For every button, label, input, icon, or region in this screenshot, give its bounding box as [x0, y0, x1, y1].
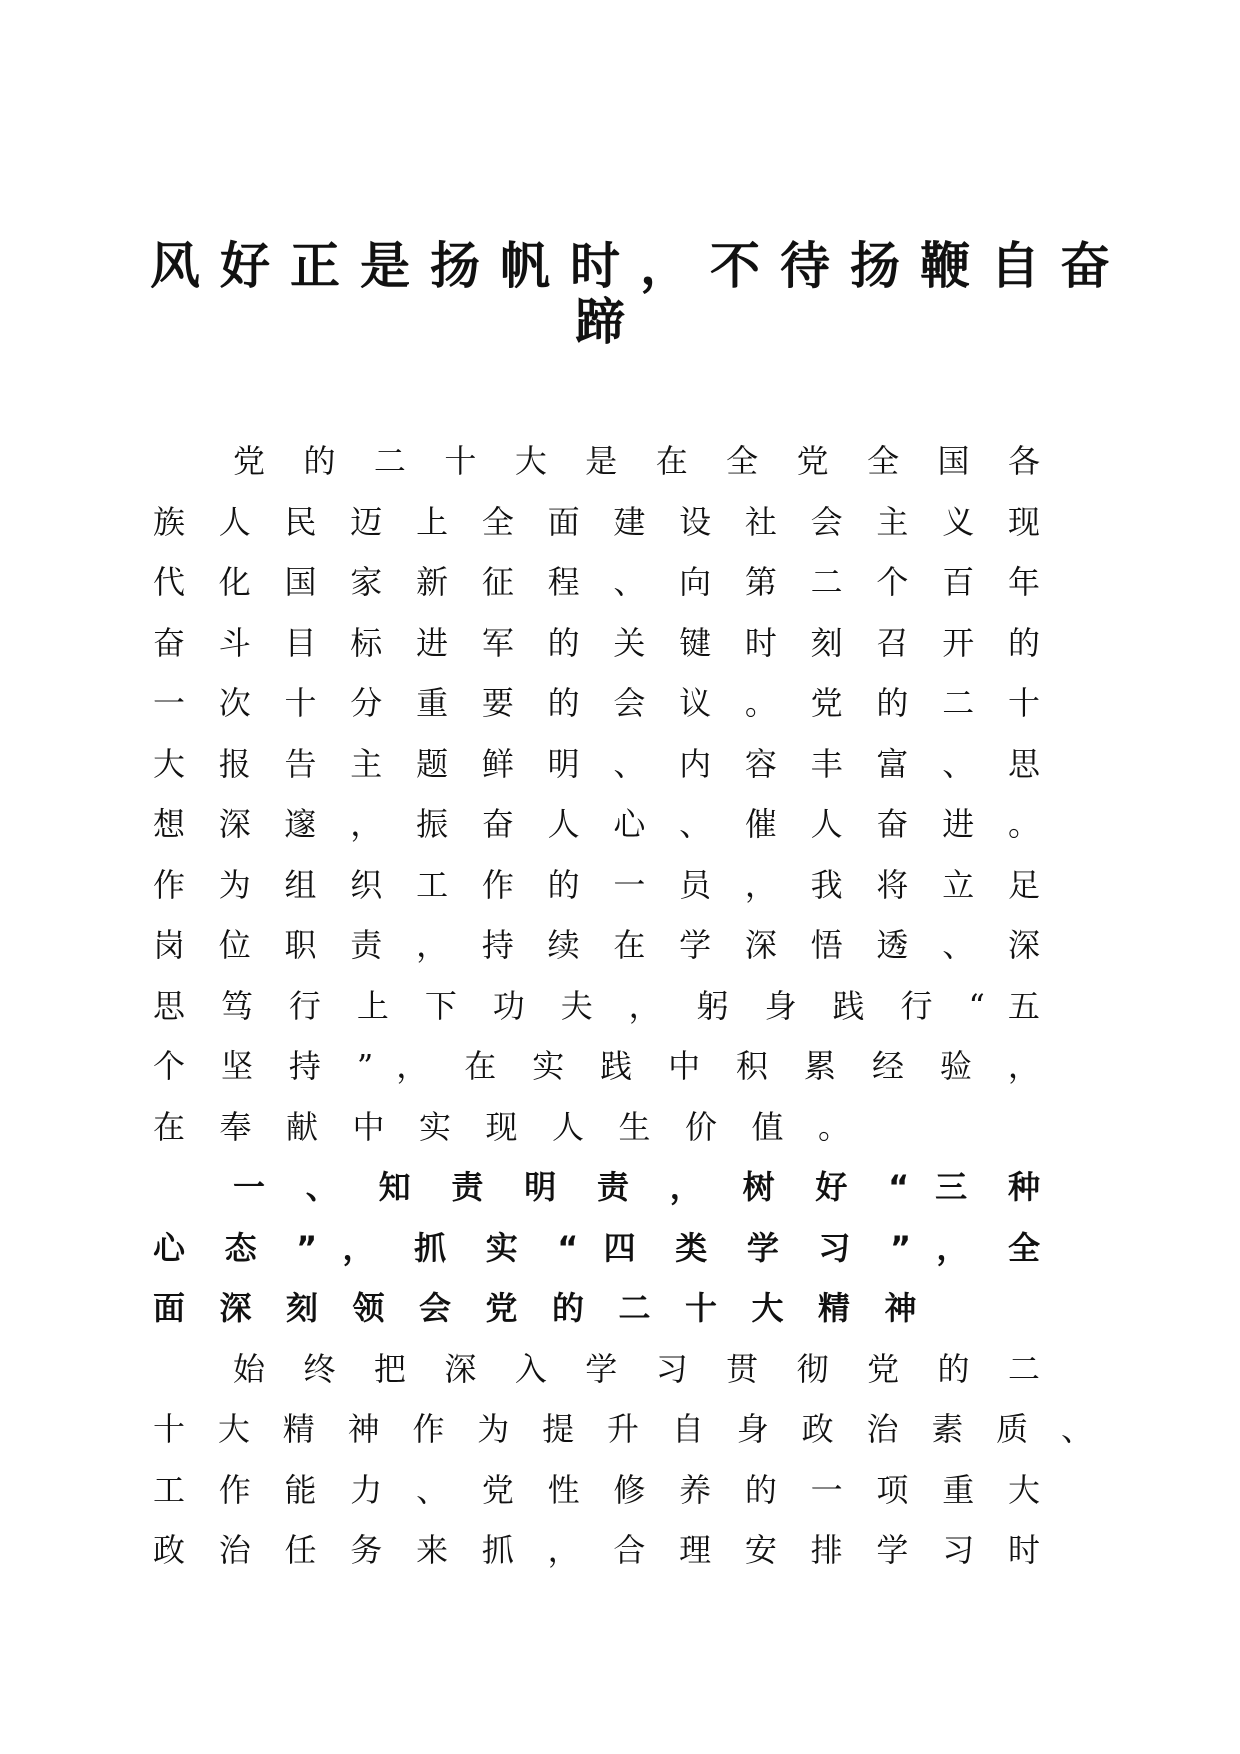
section-heading-line: 面深刻领会党的二十大精神: [153, 1289, 952, 1327]
body-line: 作 为 组 织 工 作 的 一 员 ， 我 将 立 足: [153, 865, 1040, 904]
body-line: 一 次 十 分 重 要 的 会 议 。 党 的 二 十: [153, 684, 1040, 722]
document-body: [153, 431, 1093, 1581]
body-line: 政 治 任 务 来 抓 ， 合 理 安 排 学 习 时: [153, 1531, 1040, 1569]
body-line: 在奉献中实现人生价值。: [153, 1107, 885, 1146]
body-line: 十 大 精 神 作 为 提 升 自 身 政 治 素 质 、: [153, 1410, 1094, 1448]
body-line: 族 人 民 迈 上 全 面 建 设 社 会 主 义 现: [153, 502, 1040, 541]
body-line: 思 笃 行 上 下 功 夫 ， 躬 身 践 行 “ 五: [153, 986, 1040, 1025]
section-heading-line: 心 态 ” ， 抓 实 “ 四 类 学 习 ” ， 全: [153, 1228, 1040, 1267]
body-line: 个 坚 持 ” ， 在 实 践 中 积 累 经 验 ，: [153, 1047, 1040, 1085]
section-heading-line: 一 、 知 责 明 责 ， 树 好 “ 三 种: [233, 1168, 1040, 1206]
body-line: 想 深 邃 ， 振 奋 人 心 、 催 人 奋 进 。: [153, 805, 1040, 843]
body-line: 岗 位 职 责 ， 持 续 在 学 深 悟 透 、 深: [153, 926, 1040, 964]
title-line-2: 蹄: [575, 292, 645, 351]
title-line-1: 风好正是扬帆时，不待扬鞭自奋: [150, 236, 1130, 295]
body-line: 大 报 告 主 题 鲜 明 、 内 容 丰 富 、 思: [153, 744, 1040, 783]
body-line: 奋 斗 目 标 进 军 的 关 键 时 刻 召 开 的: [153, 623, 1040, 662]
document-title: [150, 236, 1130, 351]
body-line: 代 化 国 家 新 征 程 、 向 第 二 个 百 年: [153, 563, 1040, 601]
body-line: 始 终 把 深 入 学 习 贯 彻 党 的 二: [233, 1349, 1040, 1388]
body-line: 党 的 二 十 大 是 在 全 党 全 国 各: [233, 442, 1040, 480]
body-line: 工 作 能 力 、 党 性 修 养 的 一 项 重 大: [153, 1470, 1040, 1509]
